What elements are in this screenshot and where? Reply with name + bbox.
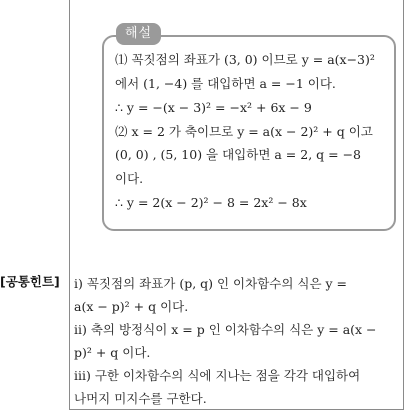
hint-line-2: a(x − p)² + q 이다. <box>74 299 189 314</box>
solution-tag: 해설 <box>116 23 161 45</box>
hint-line-4: p)² + q 이다. <box>74 345 151 360</box>
solution-line-3: ∴ y = −(x − 3)² = −x² + 6x − 9 <box>115 100 312 115</box>
solution-line-7: ∴ y = 2(x − 2)² − 8 = 2x² − 8x <box>115 195 307 210</box>
solution-line-1: ⑴ 꼭짓점의 좌표가 (3, 0) 이므로 y = a(x−3)² <box>115 52 375 67</box>
solution-line-6: 이다. <box>115 171 144 186</box>
hint-line-3: ⅱ) 축의 방정식이 x = p 인 이차함수의 식은 y = a(x − <box>74 322 377 337</box>
hint-line-1: ⅰ) 꼭짓점의 좌표가 (p, q) 인 이차함수의 식은 y = <box>74 276 348 291</box>
solution-line-2: 에서 (1, −4) 를 대입하면 a = −1 이다. <box>115 76 336 91</box>
common-hint-label: [공통힌트] <box>0 274 60 289</box>
solution-line-5: (0, 0) , (5, 10) 을 대입하면 a = 2, q = −8 <box>115 147 362 162</box>
hint-line-5: ⅲ) 구한 이차함수의 식에 지나는 점을 각각 대입하여 <box>74 368 361 383</box>
hint-line-6: 나머지 미지수를 구한다. <box>74 391 207 406</box>
solution-line-4: ⑵ x = 2 가 축이므로 y = a(x − 2)² + q 이고 <box>115 124 373 139</box>
